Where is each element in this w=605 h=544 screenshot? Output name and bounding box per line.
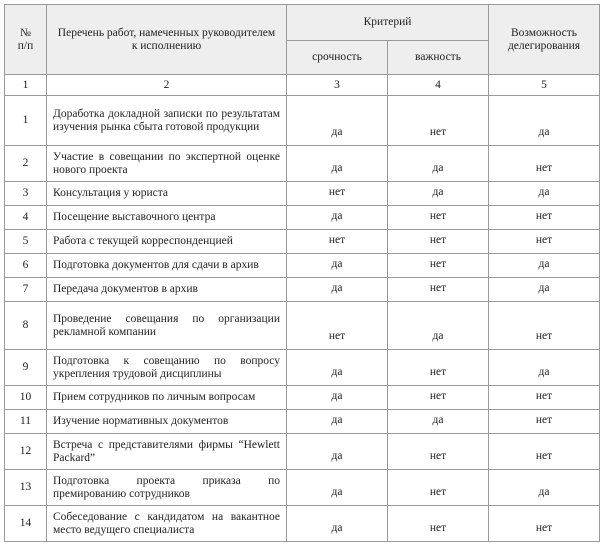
importance-cell: нет [388, 206, 489, 230]
urgency-cell: да [287, 470, 388, 506]
urgency-cell: нет [287, 182, 388, 206]
row-number: 5 [5, 230, 47, 254]
delegation-cell: нет [489, 302, 600, 350]
task-cell: Изучение нормативных документов [47, 410, 287, 434]
row-number: 2 [5, 146, 47, 182]
task-cell: Подготовка документов для сдачи в архив [47, 254, 287, 278]
task-cell: Проведение совещания по организации рекламной компании [47, 302, 287, 350]
table-row [5, 386, 600, 410]
column-number: 2 [47, 75, 287, 96]
importance-cell: нет [388, 470, 489, 506]
delegation-cell: да [489, 96, 600, 146]
urgency-cell: да [287, 146, 388, 182]
row-number: 7 [5, 278, 47, 302]
importance-cell: нет [388, 96, 489, 146]
task-cell: Доработка докладной записки по результатам изучения рынка сбыта готовой продукции [47, 96, 287, 146]
row-number: 12 [5, 434, 47, 470]
table-row [5, 410, 600, 434]
task-cell: Встреча с представителями фирмы “Hewlett Packard” [47, 434, 287, 470]
delegation-cell: да [489, 470, 600, 506]
header-importance: важность [388, 41, 489, 75]
importance-cell: да [388, 302, 489, 350]
delegation-cell: нет [489, 206, 600, 230]
importance-cell: нет [388, 278, 489, 302]
delegation-cell: нет [489, 410, 600, 434]
table-row [5, 146, 600, 182]
importance-cell: да [388, 182, 489, 206]
delegation-cell: да [489, 182, 600, 206]
header-works: Перечень работ, намеченных руководителем к исполнению [47, 5, 287, 75]
urgency-cell: нет [287, 230, 388, 254]
delegation-cell: да [489, 278, 600, 302]
row-number: 13 [5, 470, 47, 506]
row-number: 10 [5, 386, 47, 410]
table-row [5, 470, 600, 506]
urgency-cell: да [287, 410, 388, 434]
importance-cell: да [388, 410, 489, 434]
task-cell: Передача документов в архив [47, 278, 287, 302]
importance-cell: нет [388, 230, 489, 254]
task-cell: Посещение выставочного центра [47, 206, 287, 230]
column-number: 5 [489, 75, 600, 96]
work-criteria-table [4, 4, 600, 542]
header-urgency: срочность [287, 41, 388, 75]
column-number: 1 [5, 75, 47, 96]
column-number-row [5, 75, 600, 96]
task-cell: Прием сотрудников по личным вопросам [47, 386, 287, 410]
row-number: 8 [5, 302, 47, 350]
table-row [5, 350, 600, 386]
urgency-cell: да [287, 206, 388, 230]
delegation-cell: нет [489, 506, 600, 542]
table-row [5, 96, 600, 146]
urgency-cell: да [287, 434, 388, 470]
delegation-cell: да [489, 254, 600, 278]
task-cell: Консультация у юриста [47, 182, 287, 206]
importance-cell: нет [388, 386, 489, 410]
column-number: 4 [388, 75, 489, 96]
table-row [5, 278, 600, 302]
row-number: 3 [5, 182, 47, 206]
task-cell: Собеседование с кандидатом на вакантное место ведущего специалиста [47, 506, 287, 542]
header-num: № п/п [5, 5, 47, 75]
table-row [5, 254, 600, 278]
table-row [5, 434, 600, 470]
delegation-cell: нет [489, 230, 600, 254]
column-number: 3 [287, 75, 388, 96]
task-cell: Работа с текущей корреспонденцией [47, 230, 287, 254]
row-number: 14 [5, 506, 47, 542]
importance-cell: нет [388, 254, 489, 278]
task-cell: Участие в совещании по экспертной оценке нового проекта [47, 146, 287, 182]
table-row [5, 182, 600, 206]
urgency-cell: да [287, 350, 388, 386]
task-cell: Подготовка к совещанию по вопросу укрепления трудовой дисциплины [47, 350, 287, 386]
delegation-cell: нет [489, 146, 600, 182]
table-row [5, 230, 600, 254]
urgency-cell: да [287, 254, 388, 278]
importance-cell: да [388, 146, 489, 182]
row-number: 1 [5, 96, 47, 146]
importance-cell: нет [388, 434, 489, 470]
delegation-cell: нет [489, 434, 600, 470]
delegation-cell: да [489, 350, 600, 386]
header-criteria: Критерий [287, 5, 489, 41]
row-number: 6 [5, 254, 47, 278]
urgency-cell: да [287, 386, 388, 410]
urgency-cell: да [287, 96, 388, 146]
urgency-cell: нет [287, 302, 388, 350]
table-row [5, 302, 600, 350]
importance-cell: нет [388, 350, 489, 386]
row-number: 11 [5, 410, 47, 434]
header-delegation: Возможность делегирования [489, 5, 600, 75]
importance-cell: нет [388, 506, 489, 542]
urgency-cell: да [287, 278, 388, 302]
task-cell: Подготовка проекта приказа по премированию сотрудников [47, 470, 287, 506]
urgency-cell: да [287, 506, 388, 542]
table-row [5, 206, 600, 230]
row-number: 9 [5, 350, 47, 386]
table-row [5, 506, 600, 542]
delegation-cell: нет [489, 386, 600, 410]
row-number: 4 [5, 206, 47, 230]
